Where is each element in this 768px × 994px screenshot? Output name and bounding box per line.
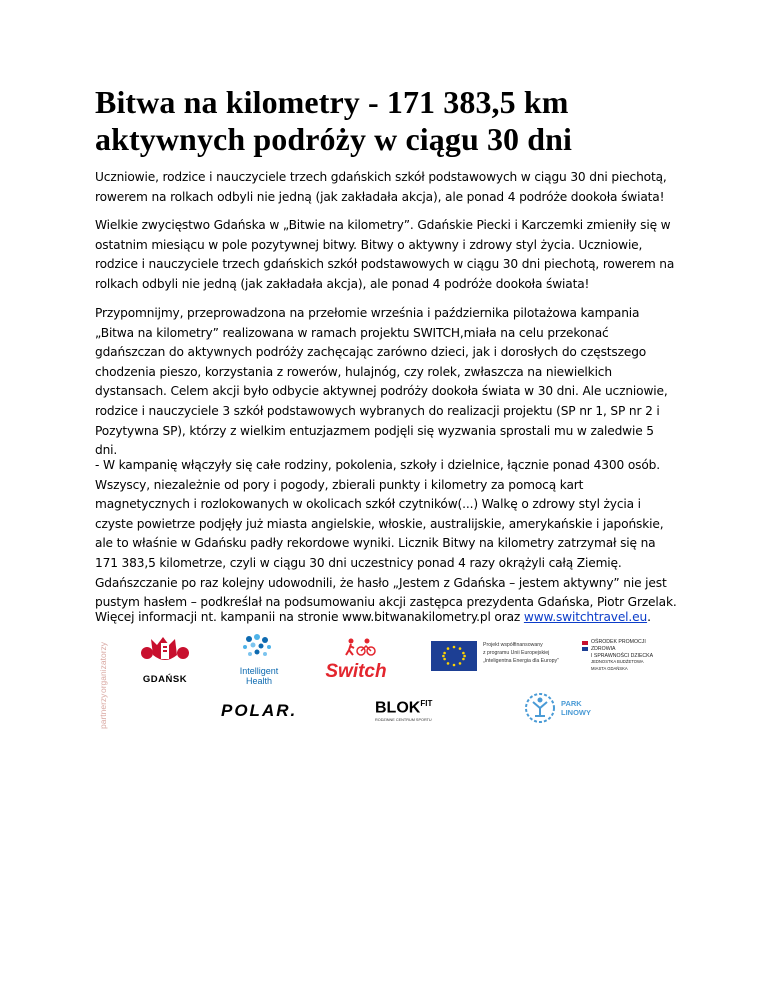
eu-line3: „Inteligentna Energia dla Europy” <box>483 658 559 664</box>
park-linowy-logo <box>523 691 593 731</box>
ih-line1: Intelligent <box>239 666 279 676</box>
polar-text: POLAR. <box>221 701 298 720</box>
osrodek-line4: JEDNOSTKA BUDŻETOWA <box>591 659 644 665</box>
intelligent-health-text <box>223 666 295 686</box>
eu-line1: Projekt współfinansowany <box>483 642 543 648</box>
organizers-label: organizatorzy <box>98 641 108 693</box>
more-info-end: . <box>647 610 651 624</box>
park-text <box>561 699 591 717</box>
partners-label: partnerzy <box>98 693 108 729</box>
osrodek-line1: OŚRODEK PROMOCJI <box>591 639 646 645</box>
eu-line2: z programu Unii Europejskiej <box>483 650 550 656</box>
title-line-2: aktywnych podróży w ciągu 30 dni <box>95 121 573 157</box>
article-title <box>95 84 695 158</box>
gdansk-logo <box>133 635 197 683</box>
blokfit-text <box>375 695 445 716</box>
switch-logo <box>321 637 391 685</box>
blokfit-logo <box>375 695 445 727</box>
osrodek-text <box>591 639 653 673</box>
gdansk-text: GDAŃSK <box>142 674 188 685</box>
osrodek-line5: MIASTA GDAŃSKA <box>591 666 628 672</box>
gdansk-crest-icon <box>133 635 197 667</box>
park-line2: LINOWY <box>561 708 591 717</box>
blokfit-sub: RODZINNE CENTRUM SPORTU <box>375 718 432 723</box>
sponsors-strip <box>93 625 673 733</box>
paragraph-lead: Uczniowie, rodzice i nauczyciele trzech gdańskich szkół podstawowych w ciągu 30 dni piechotą, rowerem na rolkach odbyli nie jedną (jak zakładała akcja), ale ponad 4 podróże dookoła świata! <box>95 170 667 204</box>
osrodek-line2: ZDROWIA <box>591 645 616 652</box>
blokfit-word: BLOK <box>375 699 421 717</box>
switch-text: Switch <box>325 661 387 682</box>
ih-line2: Health <box>245 676 272 686</box>
paragraph-recap: Przypomnijmy, przeprowadzona na przełomie września i października pilotażowa kampania „Bitwa na kilometry” realizowana w ramach projektu SWITCH,miała na celu przekonać gdańszczan do aktywnych podróży zachęcając zarówno dzieci, jak i dorosłych do częstszego chodzenia pieszo, korzystania z rowerów, hulajnóg, czy rolek, zwłaszcza na niewielkich dystansach. Celem akcji było odbycie aktywnej podróży dookoła świata w 30 dni. Ale uczniowie, rodzice i nauczyciele 3 szkół podstawowych wybranych do realizacji projektu (SP nr 1, SP nr 2 i Pozytywna SP), którzy z wielkim entuzjazmem podjęli się wyzwania sprostali mu w zaledwie 5 dni. <box>95 306 668 458</box>
rope-park-icon <box>523 691 557 725</box>
park-line1: PARK <box>561 699 582 708</box>
walker-cyclist-icon <box>321 637 391 657</box>
blokfit-fit: FIT <box>420 699 433 708</box>
intelligent-health-logo <box>223 631 295 691</box>
paragraph-quote: - W kampanię włączyły się całe rodziny, pokolenia, szkoły i dzielnice, łącznie ponad 4300 osób. Wszyscy, niezależnie od pory i pogody, zbierali punkty i kilometry za pomocą kart magnetycznych i rozlokowanych w okolicach szkół czytników(...) Walkę o zdrowy styl życia i czyste powietrze podjęły już miasta angielskie, włoskie, australijskie, amerykańskie i japońskie, ale to właśnie w Gdańsku padły rekordowe wyniki. Licznik Bitwy na kilometry zatrzymał się na 171 383,5 kilometrze, czyli w ciągu 30 dni uczestnicy ponad 4 razy okrążyli całą Ziemię. Gdańszczanie po raz kolejny udowodnili, że hasło „Jestem z Gdańska – jestem aktywny” nie jest pustym hasłem – podkreślał na podsumowaniu akcji zastępca prezydenta Gdańska, Piotr Grzelak. <box>95 458 677 610</box>
osrodek-line3: I SPRAWNOŚCI DZIECKA <box>591 652 654 659</box>
polar-logo <box>221 701 311 721</box>
eu-logo <box>431 639 561 675</box>
title-line-1: Bitwa na kilometry - 171 383,5 km <box>95 84 569 120</box>
paragraph-victory: Wielkie zwycięstwo Gdańska w „Bitwie na kilometry”. Gdańskie Piecki i Karczemki zmieniły się w ostatnim miesiącu w pole pozytywnej bitwy. Bitwy o aktywny i zdrowy styl życia. Uczniowie, rodzice i nauczyciele trzech gdańskich szkół podstawowych w ciągu 30 dni piechotą, rowerem na rolkach odbyli nie jedną (jak zakładała akcja), ale ponad 4 podróże dookoła świata! <box>95 218 675 291</box>
osrodek-logo <box>579 639 659 683</box>
dots-icon <box>223 631 295 661</box>
eu-flag-icon <box>431 641 477 671</box>
eu-text <box>483 641 559 665</box>
switchtravel-link[interactable]: www.switchtravel.eu <box>523 610 648 624</box>
more-info-text: Więcej informacji nt. kampanii na stronie www.bitwanakilometry.pl oraz <box>95 610 524 624</box>
